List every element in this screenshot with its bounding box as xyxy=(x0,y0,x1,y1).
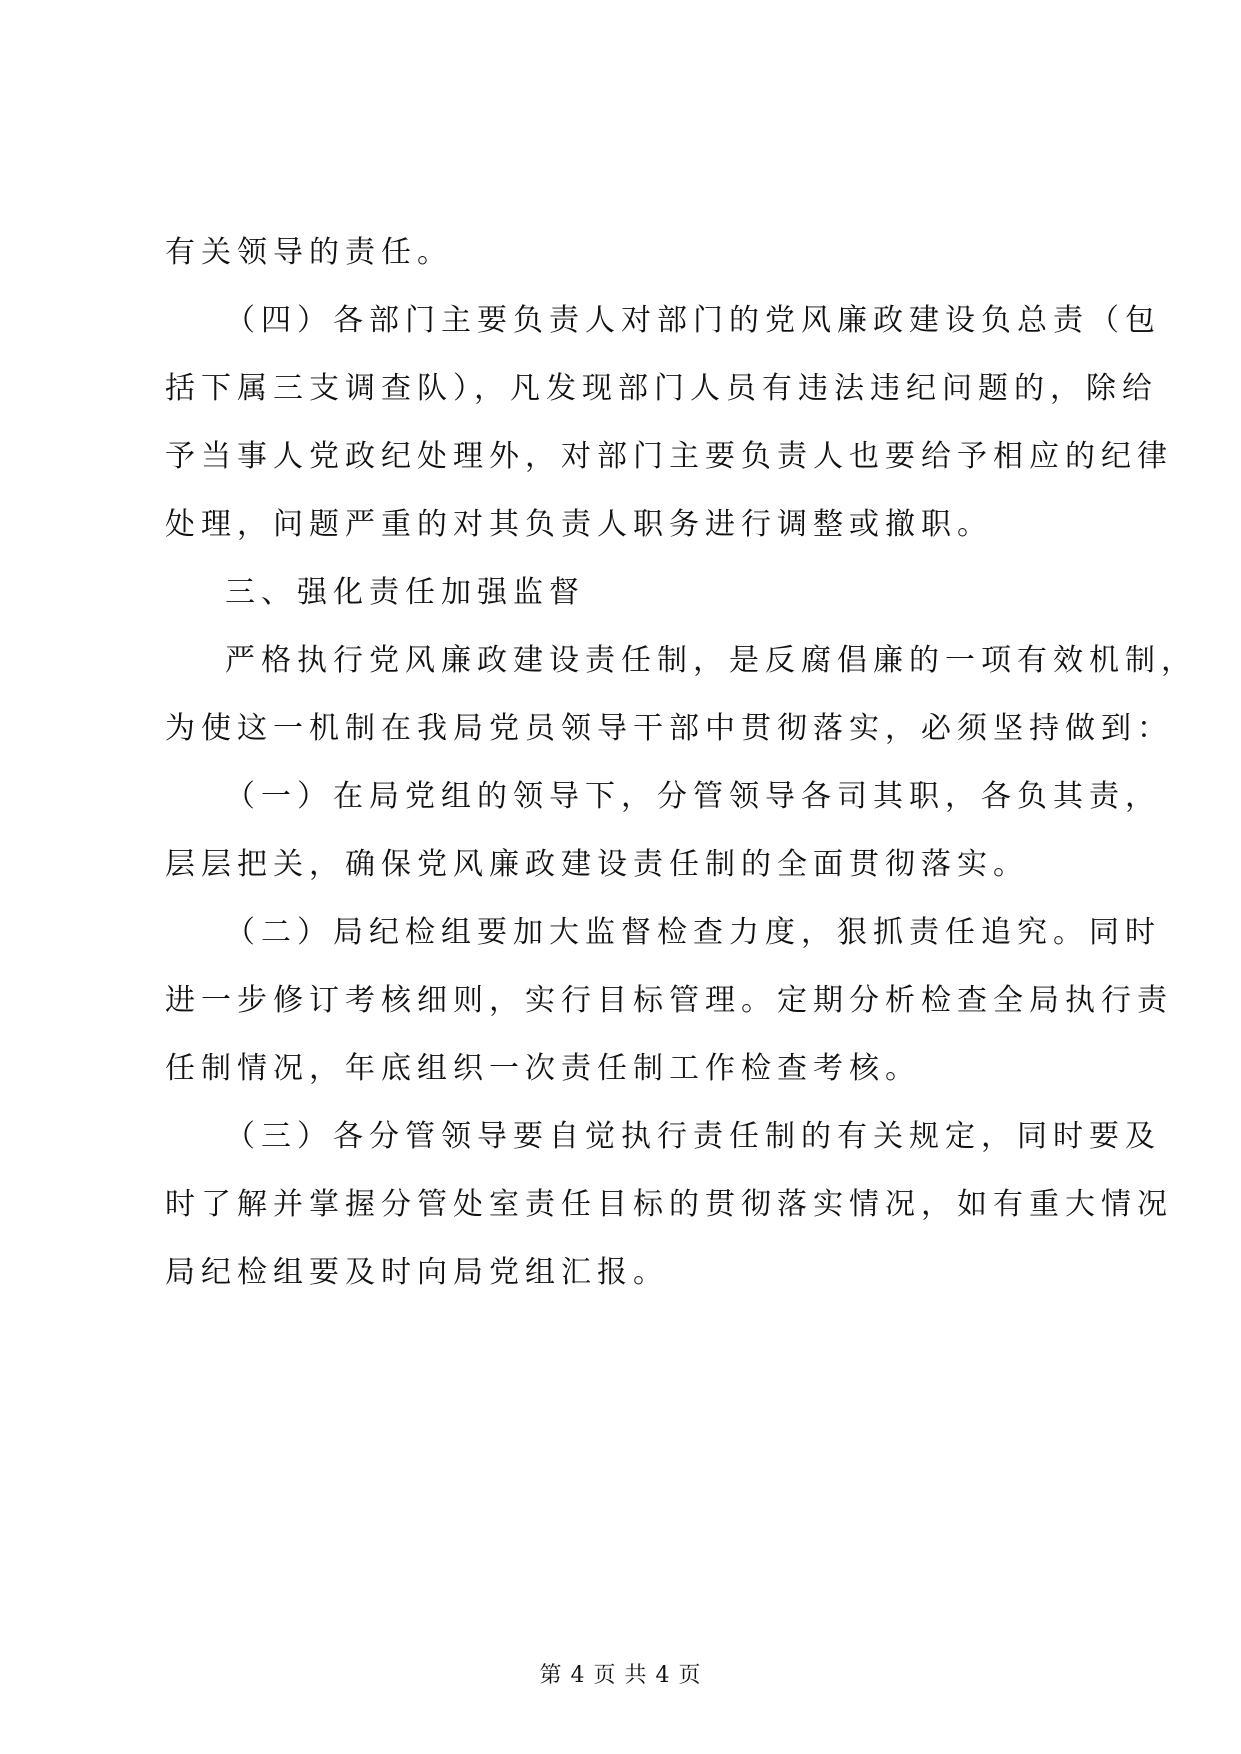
text-line: 有关领导的责任。 xyxy=(165,235,453,270)
text-line: 为使这一机制在我局党员领导干部中贯彻落实，必须坚持做到： xyxy=(165,711,1173,746)
text-line: 进一步修订考核细则，实行目标管理。定期分析检查全局执行责 xyxy=(165,983,1173,1018)
section-heading: 三、强化责任加强监督 xyxy=(225,575,585,610)
page-number-footer: 第 4 页 共 4 页 xyxy=(539,1663,702,1688)
text-line: （二）局纪检组要加大监督检查力度，狠抓责任追究。同时 xyxy=(225,915,1161,950)
text-line: 任制情况，年底组织一次责任制工作检查考核。 xyxy=(165,1051,921,1086)
text-line: 严格执行党风廉政建设责任制，是反腐倡廉的一项有效机制， xyxy=(225,643,1197,678)
text-line: （四）各部门主要负责人对部门的党风廉政建设负总责（包 xyxy=(225,303,1161,338)
text-line: 时了解并掌握分管处室责任目标的贯彻落实情况，如有重大情况 xyxy=(165,1187,1173,1222)
text-line: （一）在局党组的领导下，分管领导各司其职，各负其责， xyxy=(225,779,1161,814)
text-line: 予当事人党政纪处理外，对部门主要负责人也要给予相应的纪律 xyxy=(165,439,1173,474)
text-line: 层层把关，确保党风廉政建设责任制的全面贯彻落实。 xyxy=(165,847,1029,882)
text-line: 括下属三支调查队），凡发现部门人员有违法违纪问题的，除给 xyxy=(165,371,1158,406)
text-line: （三）各分管领导要自觉执行责任制的有关规定，同时要及 xyxy=(225,1119,1161,1154)
text-line: 局纪检组要及时向局党组汇报。 xyxy=(165,1255,669,1290)
text-line: 处理，问题严重的对其负责人职务进行调整或撤职。 xyxy=(165,507,993,542)
